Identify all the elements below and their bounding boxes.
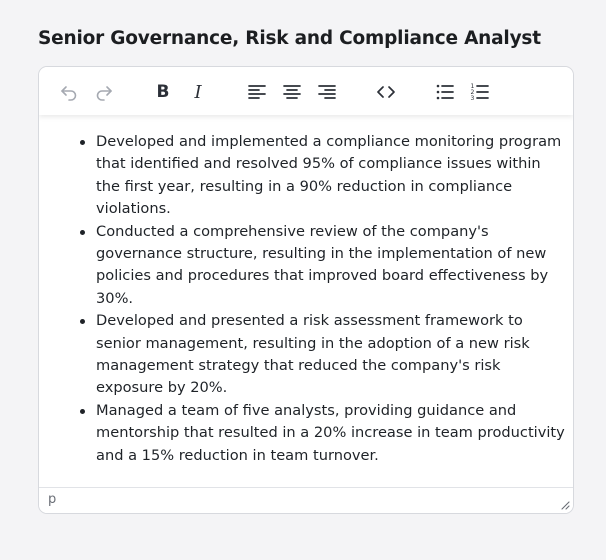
- bullet-list-button[interactable]: [432, 79, 458, 105]
- align-center-icon: [282, 82, 302, 102]
- resize-handle-icon[interactable]: [560, 500, 570, 510]
- svg-text:2: 2: [470, 89, 475, 96]
- italic-icon: I: [194, 81, 202, 103]
- italic-button[interactable]: [185, 79, 211, 105]
- list-item: Conducted a comprehensive review of the company's governance structure, resulting in the implementation of new policies and procedures that improved board effectiveness by 30%.: [96, 221, 566, 311]
- undo-icon: [59, 82, 79, 102]
- rich-text-editor: [38, 66, 574, 514]
- bold-button[interactable]: [150, 79, 176, 105]
- bullet-list: [96, 131, 566, 467]
- align-center-button[interactable]: [279, 79, 305, 105]
- numbered-list-icon: [470, 82, 490, 102]
- element-path[interactable]: p: [48, 492, 57, 507]
- editor-content[interactable]: [39, 115, 573, 489]
- bullet-list-icon: [435, 82, 455, 102]
- code-button[interactable]: [373, 79, 399, 105]
- align-right-button[interactable]: [314, 79, 340, 105]
- align-left-icon: [247, 82, 267, 102]
- align-right-icon: [317, 82, 337, 102]
- svg-text:1: 1: [470, 83, 475, 90]
- code-icon: [376, 82, 396, 102]
- bold-icon: B: [156, 82, 170, 102]
- numbered-list-button[interactable]: [467, 79, 493, 105]
- editor-toolbar: [39, 67, 573, 115]
- align-left-button[interactable]: [244, 79, 270, 105]
- svg-text:3: 3: [470, 95, 475, 102]
- list-item: Developed and implemented a compliance monitoring program that identified and resolved 95% of compliance issues within the first year, resulting in a 90% reduction in compliance violations.: [96, 131, 566, 221]
- redo-icon: [94, 82, 114, 102]
- redo-button[interactable]: [91, 79, 117, 105]
- list-item: Managed a team of five analysts, providing guidance and mentorship that resulted in a 20% increase in team productivity and a 15% reduction in team turnover.: [96, 400, 566, 467]
- editor-statusbar: [39, 487, 573, 513]
- undo-button[interactable]: [56, 79, 82, 105]
- list-item: Developed and presented a risk assessment framework to senior management, resulting in the adoption of a new risk management strategy that reduced the company's risk exposure by 20%.: [96, 310, 566, 400]
- page-title: Senior Governance, Risk and Compliance Analyst: [38, 28, 541, 49]
